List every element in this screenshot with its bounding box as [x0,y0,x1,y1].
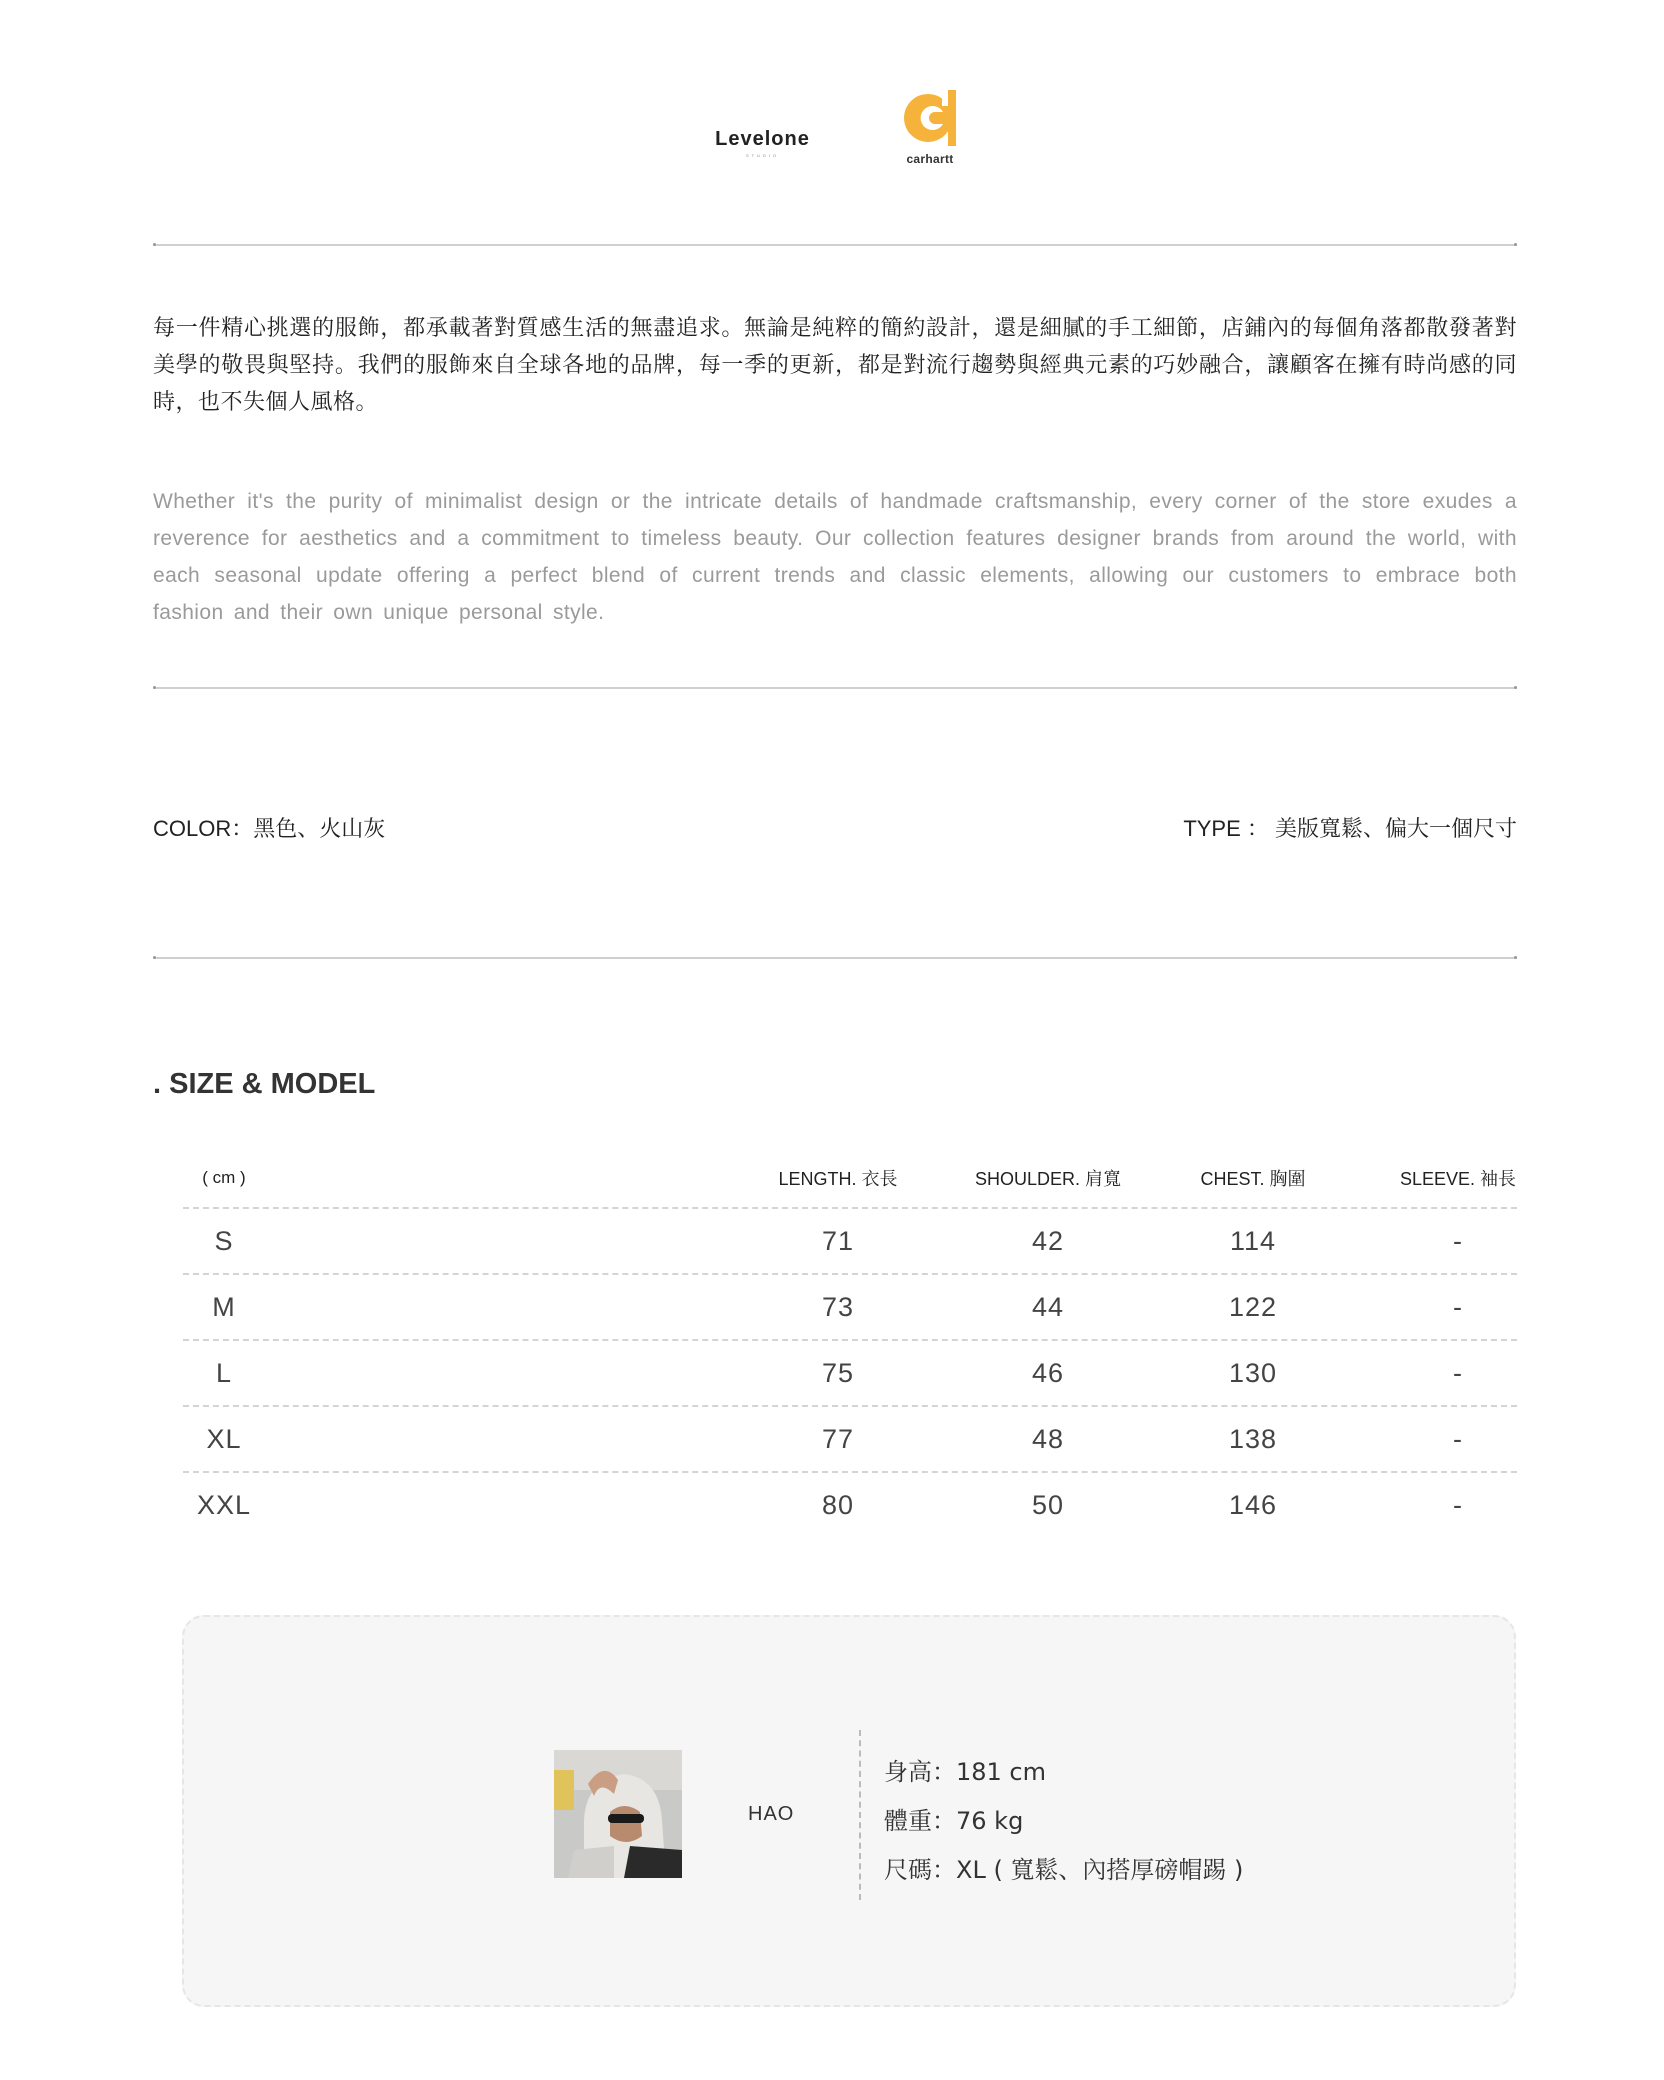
sleeve-value: - [1453,1489,1463,1520]
color-attribute: COLOR：黑色、火山灰 [153,816,386,841]
intro-zh-paragraph: 每一件精心挑選的服飾，都承載著對質感生活的無盡追求。無論是純粹的簡約設計，還是細膩的手工細節，店鋪內的每個角落都散發著對美學的敬畏與堅持。我們的服飾來自全球各地的品牌，每一季的更新，都是對流行趨勢與經典元素的巧妙融合，讓顧客在擁有時尚感的同時，也不失個人風格。 [153,316,1517,415]
size-label: S [214,1225,234,1256]
shoulder-value: 44 [1031,1291,1065,1322]
length-value: 77 [821,1423,855,1454]
size-label: L [215,1357,233,1388]
type-attribute: TYPE ： 美版寬鬆、偏大一個尺寸 [1183,816,1517,841]
sleeve-value: - [1453,1357,1463,1388]
model-name: HAO [748,1803,795,1825]
size-table-header [183,1148,1517,1209]
header-chest: CHEST. 胸圍 [1200,1168,1306,1189]
header-sleeve: SLEEVE. 袖長 [1399,1168,1517,1189]
chest-value: 122 [1228,1291,1278,1322]
model-photo [554,1750,682,1878]
length-value: 75 [821,1357,855,1388]
divider-attributes [153,957,1517,959]
model-weight: 體重：76 kg [884,1807,1024,1835]
sleeve-value: - [1453,1291,1463,1322]
levelone-logo [705,128,820,158]
levelone-tagline: STUDIO [745,153,780,158]
size-table [183,1148,1517,1537]
chest-value: 146 [1228,1489,1278,1520]
carhartt-logo [880,88,980,166]
chest-value: 114 [1229,1225,1277,1256]
size-label: M [212,1291,236,1322]
model-info [884,1748,1243,1895]
length-value: 80 [821,1489,855,1520]
table-row [183,1275,1517,1341]
carhartt-wordmark: carhartt [906,152,954,166]
model-card [182,1615,1516,2007]
chest-value: 138 [1228,1423,1278,1454]
sleeve-value: - [1453,1423,1463,1454]
header-unit: ( cm ) [202,1167,246,1187]
intro-en-paragraph: Whether it's the purity of minimalist design or the intricate details of handmade craftsmanship, every corner of the store exudes a reverence for aesthetics and a commitment to timeless beauty. Our collection features designer brands from around the world, with each seasonal update offering a perfect blend of current trends and classic elements, allowing our customers to embrace both fashion and their own unique personal style. [153,490,1517,624]
table-row [183,1407,1517,1473]
shoulder-value: 42 [1031,1225,1065,1256]
levelone-wordmark: Levelone [715,128,810,150]
divider-top [153,244,1517,246]
chest-value: 130 [1228,1357,1278,1388]
size-model-title: . SIZE & MODEL [153,1068,376,1100]
table-row [183,1341,1517,1407]
model-height: 身高：181 cm [884,1758,1047,1786]
shoulder-value: 50 [1031,1489,1065,1520]
header-shoulder: SHOULDER. 肩寬 [974,1168,1122,1189]
carhartt-c-icon [902,88,958,150]
length-value: 71 [821,1225,855,1256]
table-row [183,1473,1517,1537]
table-row [183,1209,1517,1275]
model-photo-image [554,1750,682,1878]
header-length: LENGTH. 衣長 [778,1168,898,1189]
size-label: XL [206,1423,242,1454]
model-size: 尺碼：XL ( 寬鬆、內搭厚磅帽踢 ) [884,1856,1244,1884]
shoulder-value: 48 [1031,1423,1065,1454]
sleeve-value: - [1453,1225,1463,1256]
shoulder-value: 46 [1031,1357,1065,1388]
divider-intro [153,687,1517,689]
model-divider [859,1730,861,1900]
size-label: XXL [196,1489,252,1520]
length-value: 73 [821,1291,855,1322]
